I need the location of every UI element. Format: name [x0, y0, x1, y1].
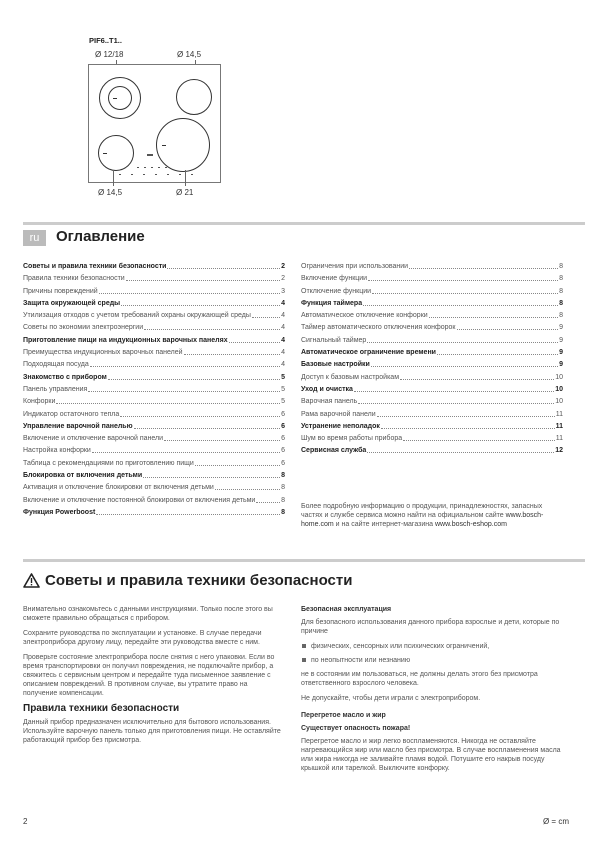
toc-entry-title: Рама варочной панели — [301, 410, 376, 418]
control-dot-icon — [144, 167, 146, 168]
toc-entry-page: 11 — [555, 435, 563, 443]
website-link[interactable]: www.bosch-home.com — [301, 512, 544, 528]
toc-entry-page: 11 — [555, 422, 563, 430]
paragraph: Не допускайте, чтобы дети играли с электроприбором. — [301, 695, 481, 702]
toc-entry[interactable] — [23, 262, 285, 271]
toc-entry[interactable] — [23, 446, 285, 455]
toc-entry[interactable] — [23, 385, 285, 394]
toc-entry[interactable] — [23, 434, 285, 443]
control-dot-icon — [179, 174, 181, 175]
safety-heading — [23, 572, 352, 589]
toc-entry[interactable] — [23, 299, 285, 308]
zone-marker — [113, 98, 117, 99]
toc-entry-page: 4 — [281, 299, 285, 307]
toc-entry-page: 8 — [559, 287, 563, 295]
toc-leader-dots — [143, 477, 280, 478]
list-item — [301, 656, 561, 665]
toc-leader-dots — [429, 317, 558, 318]
oil-heading: Перегретое масло и жир — [301, 712, 386, 719]
toc-entry-page: 9 — [559, 349, 563, 357]
toc-entry-title: Базовые настройки — [301, 361, 370, 369]
zone-marker — [162, 145, 166, 146]
toc-entry-page: 8 — [559, 299, 563, 307]
toc-entry-page: 8 — [281, 496, 285, 504]
toc-entry-page: 5 — [281, 385, 285, 393]
toc-entry-title: Преимущества индукционных варочных панелей — [23, 349, 183, 357]
zone-label-bottom-left: Ø 14,5 — [98, 188, 123, 197]
toc-leader-dots — [400, 379, 554, 380]
toc-entry-page: 8 — [559, 263, 563, 270]
toc-entry[interactable] — [23, 422, 285, 431]
toc-entry-page: 3 — [281, 287, 285, 295]
toc-leader-dots — [126, 280, 280, 281]
toc-leader-dots — [108, 379, 280, 380]
toc-entry-page: 2 — [281, 263, 285, 270]
toc-entry[interactable] — [23, 459, 285, 468]
toc-entry[interactable] — [23, 287, 285, 296]
toc-entry-title: Советы и правила техники безопасности — [23, 263, 167, 270]
toc-entry[interactable] — [301, 299, 563, 308]
zone-label-top-right: Ø 14,5 — [177, 50, 202, 59]
info-paragraph — [301, 502, 563, 529]
toc-entry-title: Автоматическое отключение конфорки — [301, 312, 428, 320]
toc-entry-page: 6 — [281, 447, 285, 455]
info-text: и на сайте интернет-магазина — [333, 521, 435, 528]
toc-entry-page: 6 — [281, 435, 285, 443]
toc-entry-title: Включение функции — [301, 275, 368, 283]
toc-entry-title: Включение и отключение варочной панели — [23, 435, 164, 443]
toc-entry-page: 8 — [281, 484, 285, 492]
toc-entry-title: Уход и очистка — [301, 385, 353, 393]
toc-entry-page: 11 — [555, 410, 563, 418]
toc-entry-title: Конфорки — [23, 398, 56, 406]
toc-entry-title: Таблица с рекомендациями по приготовлению пищи — [23, 459, 194, 467]
toc-leader-dots — [377, 416, 555, 417]
paragraph: не в состоянии им пользоваться, не должны делать этого без присмотра ответственного взрослого человека. — [301, 671, 538, 687]
control-dot-icon — [137, 167, 139, 168]
control-dot-icon — [151, 167, 153, 168]
toc-entry-page: 5 — [281, 373, 285, 381]
toc-entry-page: 8 — [281, 508, 285, 516]
brand-logo-icon — [147, 154, 153, 156]
toc-leader-dots — [367, 452, 554, 453]
toc-entry-title: Таймер автоматического отключения конфорок — [301, 324, 456, 332]
unit-note: Ø = cm — [542, 817, 569, 826]
warning-triangle-icon — [23, 573, 40, 588]
safe-use-heading: Безопасная эксплуатация — [301, 606, 392, 613]
toc-entry[interactable] — [23, 410, 285, 419]
list-item-text: физических, сенсорных или психических ограничений, — [311, 643, 490, 650]
toc-leader-dots — [134, 428, 281, 429]
toc-entry[interactable] — [23, 496, 285, 505]
page-number: 2 — [23, 817, 28, 826]
control-dot-icon — [165, 167, 167, 168]
toc-entry-page: 12 — [555, 447, 563, 455]
toc-entry-title: Шум во время работы прибора — [301, 435, 403, 443]
toc-leader-dots — [367, 342, 558, 343]
model-label: PIF6..T1.. — [89, 36, 122, 45]
toc-entry-title: Активация и отключение блокировки от включения детьми — [23, 484, 214, 492]
toc-column-right — [301, 262, 563, 459]
toc-leader-dots — [92, 452, 280, 453]
toc-entry-title: Приготовление пищи на индукционных варочных панелях — [23, 336, 228, 344]
zone-label-top-left: Ø 12/18 — [95, 50, 124, 59]
toc-entry-page: 8 — [281, 472, 285, 480]
paragraph: Для безопасного использования данного прибора взрослые и дети, которые по причине — [301, 619, 560, 635]
toc-leader-dots — [121, 305, 280, 306]
toc-entry-page: 6 — [281, 459, 285, 467]
toc-leader-dots — [358, 403, 554, 404]
toc-entry[interactable] — [301, 373, 563, 382]
toc-entry-title: Доступ к базовым настройкам — [301, 373, 400, 381]
toc-entry[interactable] — [301, 311, 563, 320]
toc-entry-title: Индикатор остаточного тепла — [23, 410, 120, 418]
toc-entry[interactable] — [301, 422, 563, 431]
toc-entry-title: Правила техники безопасности — [23, 275, 125, 283]
toc-leader-dots — [167, 268, 280, 269]
toc-entry[interactable] — [301, 348, 563, 357]
toc-entry-page: 8 — [559, 312, 563, 320]
toc-leader-dots — [457, 329, 559, 330]
safety-column-left — [23, 605, 283, 751]
toc-entry[interactable] — [301, 385, 563, 394]
toc-entry-page: 5 — [281, 398, 285, 406]
toc-entry-title: Сервисная служба — [301, 447, 367, 455]
toc-entry[interactable] — [301, 397, 563, 406]
toc-entry[interactable] — [23, 397, 285, 406]
control-dot-icon — [191, 174, 193, 175]
toc-entry-title: Причины повреждений — [23, 287, 98, 295]
control-dot-icon — [131, 174, 133, 175]
toc-entry-page: 10 — [555, 398, 563, 406]
toc-leader-dots — [252, 317, 280, 318]
toc-leader-dots — [229, 342, 281, 343]
toc-entry-title: Функция таймера — [301, 299, 363, 307]
toc-entry[interactable] — [23, 360, 285, 369]
toc-entry-page: 4 — [281, 336, 285, 344]
control-dot-icon — [119, 174, 121, 175]
cooking-zone-inner-ring — [108, 86, 132, 110]
zone-marker — [103, 153, 107, 154]
language-badge: ru — [23, 230, 46, 246]
toc-entry-title: Советы по экономии электроэнергии — [23, 324, 144, 332]
toc-entry-title: Защита окружающей среды — [23, 299, 121, 307]
toc-entry-page: 9 — [559, 324, 563, 332]
toc-entry[interactable] — [301, 360, 563, 369]
toc-entry-title: Устранение неполадок — [301, 422, 380, 430]
paragraph: Сохраните руководства по эксплуатации и установке. В случае передачи электроприбора другому лицу, передайте эти руководства вместе с ним. — [23, 630, 262, 646]
info-text: Более подробную информацию о продукции, принадлежностях, запасных частях и службе сервиса можно найти на официальном сайте — [301, 503, 543, 519]
toc-entry[interactable] — [301, 274, 563, 283]
list-item-text: по неопытности или незнанию — [311, 657, 411, 664]
toc-entry-page: 6 — [281, 422, 285, 430]
toc-title: Оглавление — [56, 228, 145, 245]
cooking-zone — [176, 79, 212, 115]
toc-leader-dots — [368, 280, 558, 281]
toc-entry-title: Ограничения при использовании — [301, 263, 409, 270]
toc-entry[interactable] — [301, 323, 563, 332]
safety-column-right — [301, 605, 561, 779]
toc-entry[interactable] — [23, 348, 285, 357]
toc-leader-dots — [144, 329, 280, 330]
toc-entry-title: Знакомство с прибором — [23, 373, 107, 381]
control-dot-icon — [143, 174, 145, 175]
toc-entry-title: Подходящая посуда — [23, 361, 89, 369]
toc-entry-page: 10 — [555, 373, 563, 381]
paragraph: Внимательно ознакомьтесь с данными инструкциями. Только после этого вы сможете правильно обращаться с прибором. — [23, 606, 273, 622]
toc-entry-page: 6 — [281, 410, 285, 418]
toc-entry[interactable] — [301, 262, 563, 271]
toc-entry-page: 9 — [559, 361, 563, 369]
leader-line — [185, 170, 186, 186]
bullet-square-icon — [302, 644, 306, 648]
bullet-square-icon — [302, 658, 306, 662]
paragraph: Данный прибор предназначен исключительно для бытового использования. Используйте варочную панель только для приготовления пищи. Не оставляйте работающий прибор без присмотра. — [23, 719, 281, 744]
toc-entry-title: Управление варочной панелью — [23, 422, 133, 430]
toc-entry-page: 9 — [559, 336, 563, 344]
toc-entry-title: Варочная панель — [301, 398, 358, 406]
toc-leader-dots — [215, 489, 280, 490]
leader-line — [113, 170, 114, 186]
toc-entry[interactable] — [23, 471, 285, 480]
zone-label-bottom-right: Ø 21 — [176, 188, 194, 197]
toc-entry-title: Функция Powerboost — [23, 508, 96, 516]
toc-leader-dots — [99, 293, 280, 294]
toc-leader-dots — [96, 514, 280, 515]
toc-entry-page: 2 — [281, 275, 285, 283]
toc-leader-dots — [371, 366, 558, 367]
paragraph: Перегретое масло и жир легко воспламеняются. Никогда не оставляйте нагревающийся жир или масло без присмотра. В случае воспламенения масла или жира никогда не заливайте пламя водой. Потушите его накрыв посуду крышкой или тарелкой. Выключите конфорку. — [301, 738, 561, 772]
toc-entry[interactable] — [23, 336, 285, 345]
toc-entry-title: Блокировка от включения детьми — [23, 472, 143, 480]
toc-leader-dots — [381, 428, 555, 429]
toc-entry-page: 10 — [555, 385, 563, 393]
toc-entry[interactable] — [23, 508, 285, 517]
toc-entry[interactable] — [301, 336, 563, 345]
toc-entry-title: Включение и отключение постоянной блокировки от включения детьми — [23, 496, 256, 504]
rules-heading: Правила техники безопасности — [23, 703, 180, 714]
control-dot-icon — [155, 174, 157, 175]
toc-entry[interactable] — [23, 373, 285, 382]
section-divider — [23, 559, 585, 562]
toc-leader-dots — [195, 465, 280, 466]
list-item — [301, 642, 561, 651]
toc-entry-title: Утилизация отходов с учетом требований охраны окружающей среды — [23, 312, 251, 320]
toc-entry[interactable] — [301, 446, 563, 455]
toc-entry-title: Отключение функции — [301, 287, 372, 295]
toc-entry[interactable] — [23, 323, 285, 332]
toc-entry[interactable] — [301, 410, 563, 419]
toc-leader-dots — [403, 440, 555, 441]
toc-leader-dots — [409, 268, 558, 269]
toc-leader-dots — [120, 416, 280, 417]
toc-entry-page: 4 — [281, 312, 285, 320]
safety-title: Советы и правила техники безопасности — [45, 572, 353, 589]
toc-leader-dots — [184, 354, 281, 355]
toc-entry-title: Сигнальный таймер — [301, 336, 367, 344]
toc-leader-dots — [88, 391, 280, 392]
toc-entry-page: 8 — [559, 275, 563, 283]
toc-leader-dots — [164, 440, 280, 441]
toc-leader-dots — [90, 366, 280, 367]
toc-entry-page: 4 — [281, 361, 285, 369]
toc-leader-dots — [437, 354, 558, 355]
toc-leader-dots — [56, 403, 280, 404]
toc-entry-page: 4 — [281, 324, 285, 332]
toc-entry[interactable] — [23, 483, 285, 492]
toc-entry[interactable] — [301, 434, 563, 443]
toc-leader-dots — [354, 391, 554, 392]
toc-leader-dots — [372, 293, 558, 294]
toc-leader-dots — [363, 305, 558, 306]
toc-entry[interactable] — [23, 274, 285, 283]
toc-entry[interactable] — [23, 311, 285, 320]
control-dot-icon — [167, 174, 169, 175]
toc-column-left — [23, 262, 285, 520]
toc-entry-title: Панель управления — [23, 385, 88, 393]
toc-entry-title: Автоматическое ограничение времени — [301, 349, 436, 357]
toc-entry-title: Настройка конфорки — [23, 447, 91, 455]
control-dot-icon — [158, 167, 160, 168]
fire-heading: Существует опасность пожара! — [301, 725, 411, 732]
cooktop-diagram — [88, 64, 221, 183]
paragraph: Проверьте состояние электроприбора после снятия с него упаковки. Если во время транспортировки он получил повреждения, не подключайте прибор, а свяжитесь с сервисным центром и передайте туда письменное заявление с описанием повреждений. В противном случае, вы утратите право на получение компенсации. — [23, 654, 275, 697]
eshop-link[interactable]: www.bosch-eshop.com — [434, 521, 507, 528]
toc-entry-page: 4 — [281, 349, 285, 357]
toc-entry[interactable] — [301, 287, 563, 296]
toc-leader-dots — [256, 502, 280, 503]
section-divider — [23, 222, 585, 225]
